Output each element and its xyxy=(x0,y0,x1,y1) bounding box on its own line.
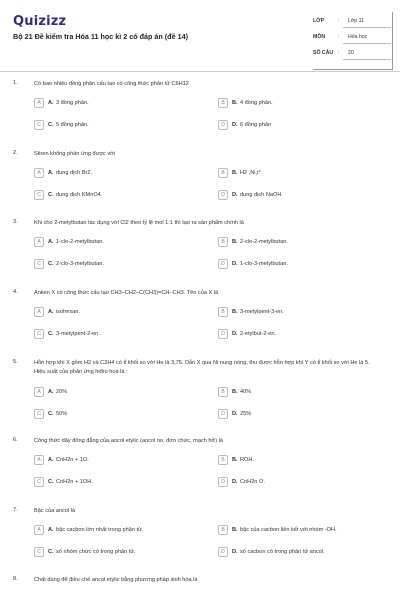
answer-option-b[interactable] xyxy=(218,525,378,537)
option-text: 2-etylbut-2-en. xyxy=(240,331,277,337)
question-text: Hỗn hợp khí X gồm H2 và C2H4 có tỉ khối so với He là 3,75. Dẫn X qua Ni nung nóng, thu được hỗn hợp khí Y có tỉ khối so với He là 5. Hiệu suất của phản ứng hiđro hoá là : xyxy=(34,360,370,375)
option-badge: C xyxy=(34,120,44,130)
answer-option-b[interactable] xyxy=(218,168,378,180)
exam-title: Bộ 21 Đề kiểm tra Hóa 11 học kì 2 có đáp án (đề 14) xyxy=(13,32,188,41)
answer-option-d[interactable] xyxy=(218,547,378,559)
question-text: Chất dùng để điều chế ancol etylic bằng phương pháp sinh hóa là xyxy=(34,577,198,583)
option-badge: D xyxy=(218,477,228,487)
option-text: CnH2n + 1O. xyxy=(56,457,89,463)
meta-box xyxy=(313,12,393,70)
answer-option-b[interactable] xyxy=(218,237,378,249)
option-badge: B xyxy=(218,237,228,247)
answer-option-c[interactable] xyxy=(34,190,194,202)
meta-label: SỐ CÂU xyxy=(313,50,334,56)
question-number: 1. xyxy=(13,80,18,86)
option-letter: B. xyxy=(232,527,238,533)
meta-row-count: SỐ CÂU : 20 xyxy=(313,46,393,60)
option-text: dung dịch NaOH. xyxy=(240,192,283,198)
option-badge: B xyxy=(218,168,228,178)
option-letter: A. xyxy=(48,389,54,395)
answer-option-b[interactable] xyxy=(218,387,378,399)
option-text: CnH2n O. xyxy=(240,479,265,485)
option-letter: C. xyxy=(48,479,54,485)
option-letter: C. xyxy=(48,331,54,337)
option-badge: D xyxy=(218,409,228,419)
option-letter: B. xyxy=(232,389,238,395)
option-text: 50% xyxy=(56,411,68,417)
option-text: ROH. xyxy=(240,457,254,463)
meta-value: Lớp 11 xyxy=(348,18,364,24)
option-text: 40% xyxy=(240,389,252,395)
option-text: 5 đồng phân. xyxy=(56,122,89,128)
worksheet-header xyxy=(0,0,400,72)
answer-option-d[interactable] xyxy=(218,190,378,202)
meta-row-subject: MÔN : Hóa học xyxy=(313,30,393,44)
option-letter: A. xyxy=(48,527,54,533)
option-badge: C xyxy=(34,190,44,200)
option-text: 3-metylpent-3-en. xyxy=(240,309,284,315)
option-text: bậc của cacbon liên kết với nhóm -OH. xyxy=(240,527,337,533)
meta-row-class: LỚP : Lớp 11 xyxy=(313,14,393,28)
option-badge: C xyxy=(34,547,44,557)
answer-option-d[interactable] xyxy=(218,259,378,271)
option-text: số cacbon có trong phân tử ancol. xyxy=(240,549,325,555)
option-letter: C. xyxy=(48,411,54,417)
option-badge: B xyxy=(218,455,228,465)
option-text: 1-clo-2-metylbutan. xyxy=(56,239,104,245)
option-letter: B. xyxy=(232,239,238,245)
option-badge: C xyxy=(34,329,44,339)
header-divider xyxy=(0,71,400,72)
option-text: isohexan. xyxy=(56,309,80,315)
option-letter: C. xyxy=(48,192,54,198)
answer-option-a[interactable] xyxy=(34,307,194,319)
answer-option-c[interactable] xyxy=(34,259,194,271)
option-badge: D xyxy=(218,259,228,269)
question-text: Bậc của ancol là xyxy=(34,508,76,514)
option-letter: C. xyxy=(48,122,54,128)
answer-option-d[interactable] xyxy=(218,329,378,341)
option-badge: B xyxy=(218,525,228,535)
option-text: 20% xyxy=(56,389,68,395)
option-letter: C. xyxy=(48,261,54,267)
option-badge: A xyxy=(34,455,44,465)
option-text: bậc cacbon lớn nhất trong phân tử. xyxy=(56,527,144,533)
option-letter: A. xyxy=(48,309,54,315)
option-badge: C xyxy=(34,409,44,419)
option-badge: C xyxy=(34,259,44,269)
option-text: 6 đồng phân xyxy=(240,122,272,128)
option-badge: A xyxy=(34,168,44,178)
answer-option-a[interactable] xyxy=(34,455,194,467)
option-badge: B xyxy=(218,387,228,397)
answer-option-c[interactable] xyxy=(34,547,194,559)
answer-option-c[interactable] xyxy=(34,477,194,489)
option-badge: B xyxy=(218,307,228,317)
option-letter: B. xyxy=(232,170,238,176)
meta-label: MÔN xyxy=(313,34,326,40)
meta-value: 20 xyxy=(348,50,354,56)
option-text: CnH2n + 1OH. xyxy=(56,479,93,485)
option-text: 2-clo-3-metylbutan. xyxy=(56,261,104,267)
option-badge: A xyxy=(34,307,44,317)
question-text: Anken X có công thức cấu tạo CH3–CH2–C(CH3)=CH–CH3. Tên của X là xyxy=(34,290,219,296)
answer-option-a[interactable] xyxy=(34,525,194,537)
option-badge: D xyxy=(218,329,228,339)
option-text: 3 đồng phân. xyxy=(56,100,89,106)
option-badge: C xyxy=(34,477,44,487)
answer-option-d[interactable] xyxy=(218,120,378,132)
option-letter: D. xyxy=(232,549,238,555)
option-badge: A xyxy=(34,525,44,535)
option-badge: D xyxy=(218,120,228,130)
question-number: 4. xyxy=(13,289,18,295)
option-text: số nhóm chức có trong phân tử. xyxy=(56,549,136,555)
option-badge: A xyxy=(34,387,44,397)
question-number: 7. xyxy=(13,507,18,513)
question-number: 2. xyxy=(13,150,18,156)
option-letter: D. xyxy=(232,122,238,128)
option-text: dung dịch Br2. xyxy=(56,170,93,176)
option-text: dung dịch KMnO4. xyxy=(56,192,103,198)
question-number: 6. xyxy=(13,437,18,443)
option-letter: D. xyxy=(232,192,238,198)
option-badge: B xyxy=(218,98,228,108)
option-letter: B. xyxy=(232,100,238,106)
option-badge: A xyxy=(34,98,44,108)
meta-value: Hóa học xyxy=(348,34,368,40)
question-text: Có bao nhiêu đồng phân cấu tạo có công thức phân tử C6H12 xyxy=(34,81,189,87)
option-letter: B. xyxy=(232,309,238,315)
question-number: 8. xyxy=(13,576,18,582)
answer-option-a[interactable] xyxy=(34,237,194,249)
question-text: Công thức dãy đồng đẳng của ancol etylic (ancol no, đơn chức, mạch hở) là xyxy=(34,438,223,444)
option-letter: C. xyxy=(48,549,54,555)
option-letter: D. xyxy=(232,411,238,417)
answer-option-d[interactable] xyxy=(218,477,378,489)
question-number: 3. xyxy=(13,219,18,225)
option-letter: D. xyxy=(232,331,238,337)
option-letter: A. xyxy=(48,170,54,176)
option-badge: A xyxy=(34,237,44,247)
question-text: Khi cho 2-metylbutan tác dụng với Cl2 theo tỷ lệ mol 1:1 thì tạo ra sản phẩm chính là xyxy=(34,220,244,226)
option-letter: D. xyxy=(232,479,238,485)
option-letter: D. xyxy=(232,261,238,267)
option-text: 25% xyxy=(240,411,252,417)
option-letter: B. xyxy=(232,457,238,463)
answer-option-c[interactable] xyxy=(34,329,194,341)
answer-option-c[interactable] xyxy=(34,409,194,421)
option-badge: D xyxy=(218,547,228,557)
answer-option-a[interactable] xyxy=(34,168,194,180)
answer-option-d[interactable] xyxy=(218,409,378,421)
quizizz-logo: Quizizz xyxy=(13,14,67,29)
option-badge: D xyxy=(218,190,228,200)
answer-option-a[interactable] xyxy=(34,387,194,399)
option-text: 4 đồng phân. xyxy=(240,100,273,106)
answer-option-b[interactable] xyxy=(218,307,378,319)
option-letter: A. xyxy=(48,100,54,106)
option-text: 2-clo-2-metylbutan. xyxy=(240,239,288,245)
option-text: H2 ,Ni,t° xyxy=(240,170,261,176)
option-letter: A. xyxy=(48,239,54,245)
answer-option-b[interactable] xyxy=(218,455,378,467)
meta-label: LỚP xyxy=(313,18,325,24)
answer-option-c[interactable] xyxy=(34,120,194,132)
option-text: 3-metylpent-2-en. xyxy=(56,331,100,337)
answer-option-a[interactable] xyxy=(34,98,194,110)
question-text: Stiren không phản ứng được với xyxy=(34,151,116,157)
question-number: 5. xyxy=(13,359,18,365)
option-text: 1-clo-3-metylbutan. xyxy=(240,261,288,267)
option-letter: A. xyxy=(48,457,54,463)
answer-option-b[interactable] xyxy=(218,98,378,110)
